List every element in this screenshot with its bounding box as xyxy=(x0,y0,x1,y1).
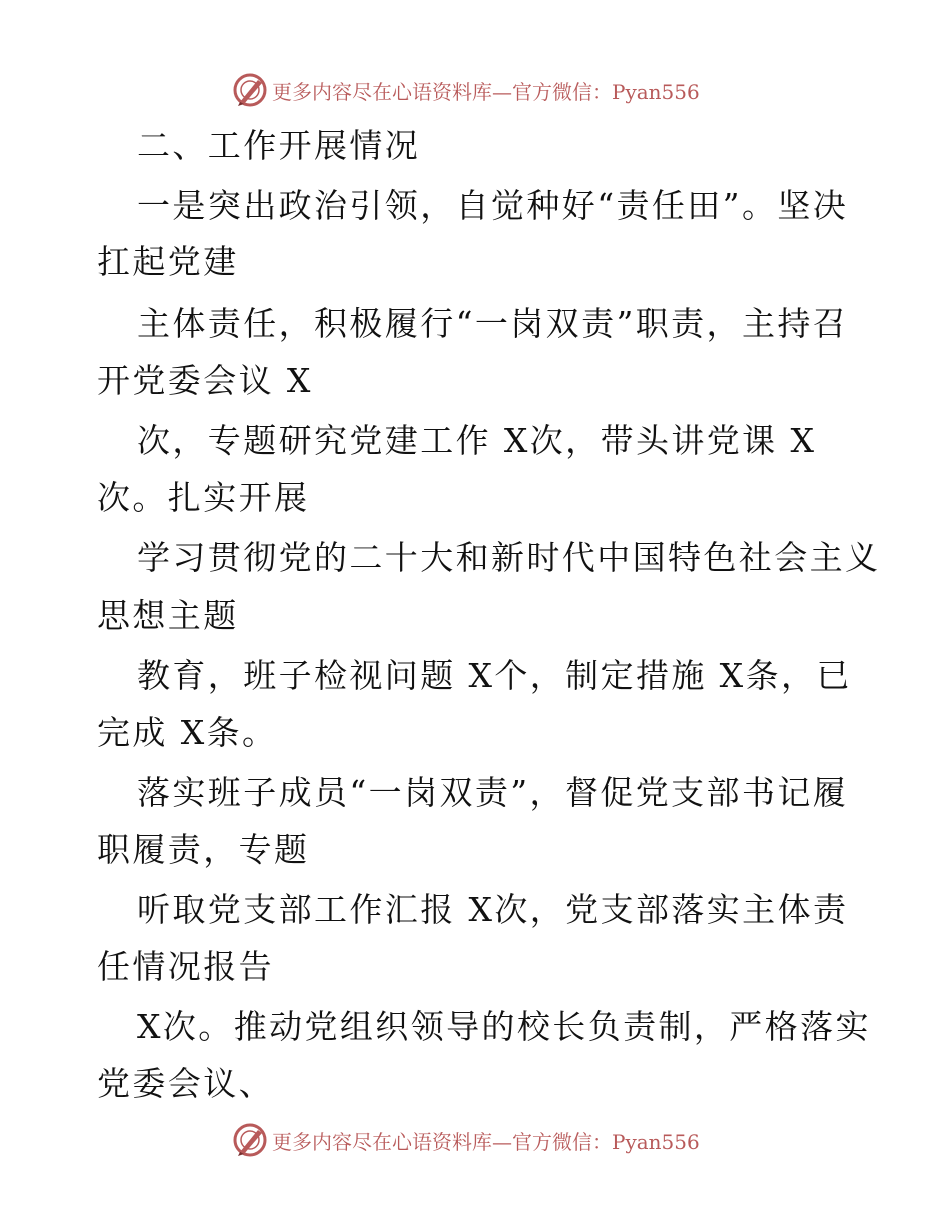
header-banner-text: 更多内容尽在心语资料库—官方微信：Pyan556 xyxy=(272,79,700,104)
header-banner xyxy=(232,70,732,110)
text-line: 次，专题研究党建工作 X次，带头讲党课 X xyxy=(137,421,817,460)
text-line: 次。扎实开展 xyxy=(97,478,310,517)
text-line: 听取党支部工作汇报 X次，党支部落实主体责 xyxy=(137,890,849,929)
text-line: 任情况报告 xyxy=(97,947,274,986)
text-line: 一是突出政治引领，自觉种好“责任田”。坚决 xyxy=(137,186,849,225)
text-line: 学习贯彻党的二十大和新时代中国特色社会主义 xyxy=(137,538,881,577)
text-line: 开党委会议 X xyxy=(97,361,313,400)
text-line: 主体责任，积极履行“一岗双责”职责，主持召 xyxy=(137,304,849,343)
pen-logo-icon xyxy=(232,72,268,108)
text-line: 职履责，专题 xyxy=(97,830,310,869)
text-line: 落实班子成员“一岗双责”，督促党支部书记履 xyxy=(137,773,849,812)
text-line: 二、工作开展情况 xyxy=(137,126,421,165)
text-line: 思想主题 xyxy=(97,596,239,635)
footer-banner xyxy=(232,1120,732,1160)
footer-banner-text: 更多内容尽在心语资料库—官方微信：Pyan556 xyxy=(272,1129,700,1154)
text-line: 扛起党建 xyxy=(97,242,239,281)
pen-logo-icon xyxy=(232,1122,268,1158)
text-line: X次。推动党组织领导的校长负责制，严格落实 xyxy=(137,1007,871,1046)
text-line: 教育，班子检视问题 X个，制定措施 X条，已 xyxy=(137,656,852,695)
text-line: 党委会议、 xyxy=(97,1064,274,1103)
text-line: 完成 X条。 xyxy=(97,713,278,752)
